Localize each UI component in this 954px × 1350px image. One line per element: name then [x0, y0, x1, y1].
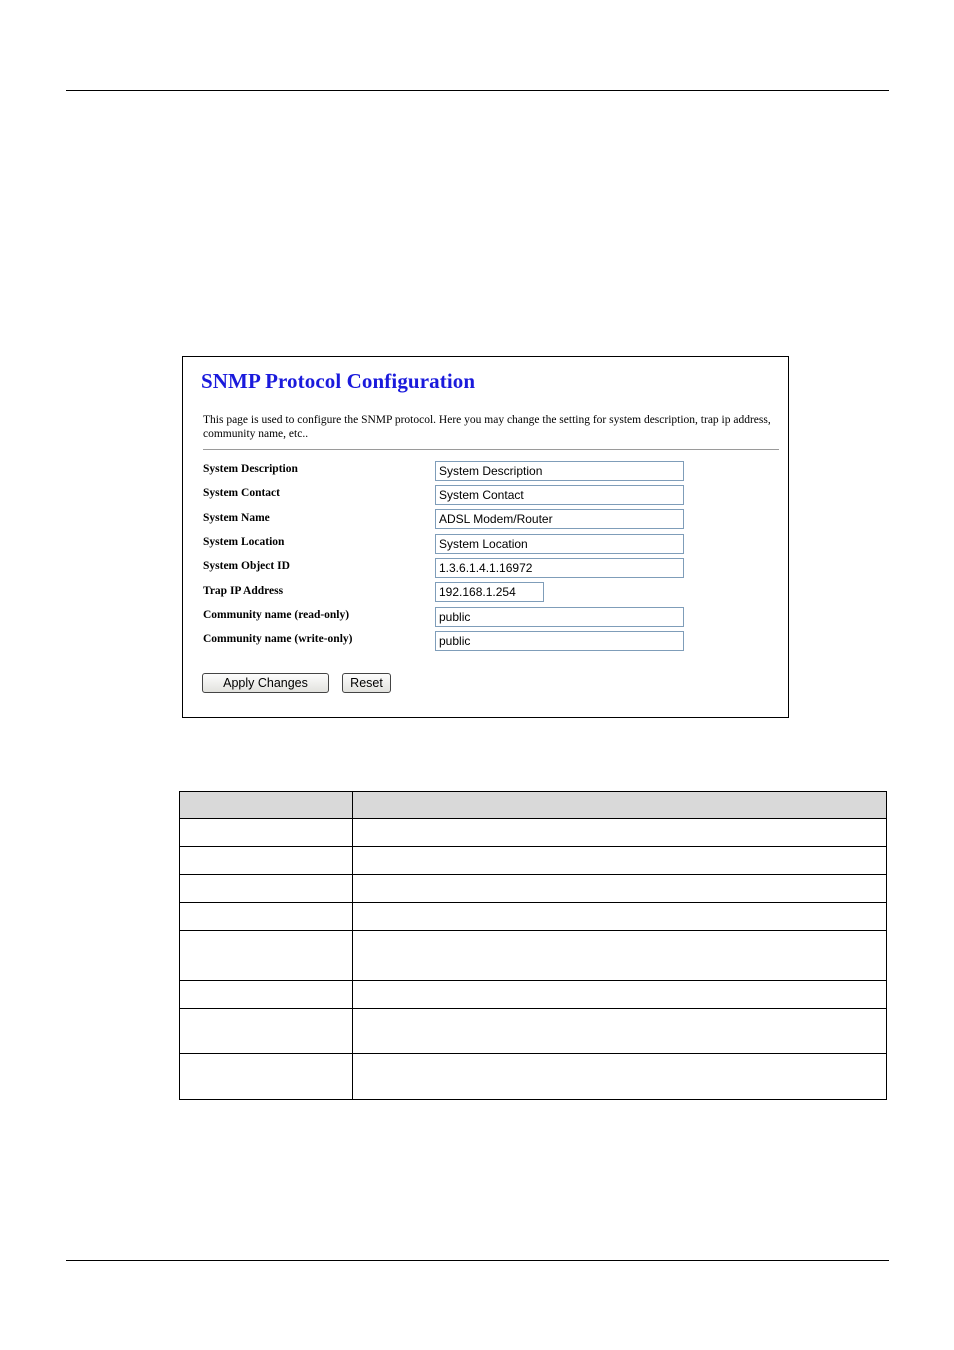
table-row	[180, 847, 887, 875]
page-description: This page is used to configure the SNMP protocol. Here you may change the setting for system description, trap ip address, community name, etc..	[203, 414, 771, 440]
table-row	[180, 1054, 887, 1100]
table-cell	[180, 819, 353, 847]
community-read-only-input[interactable]: public	[435, 607, 684, 627]
table-cell	[180, 1054, 353, 1100]
table-cell	[353, 1054, 887, 1100]
table-cell	[353, 1009, 887, 1054]
table-cell	[180, 931, 353, 981]
table-cell	[353, 875, 887, 903]
system-object-id-input[interactable]: 1.3.6.1.4.1.16972	[435, 558, 684, 578]
table-header-row	[180, 792, 887, 819]
reset-button[interactable]: Reset	[342, 673, 391, 693]
system-object-id-label: System Object ID	[203, 560, 290, 572]
system-description-label: System Description	[203, 463, 298, 475]
table-row	[180, 931, 887, 981]
footer-rule	[66, 1260, 889, 1261]
parameter-table	[179, 791, 887, 1100]
system-contact-label: System Contact	[203, 487, 280, 499]
table-cell	[180, 903, 353, 931]
table-cell	[353, 981, 887, 1009]
table-header-cell	[180, 792, 353, 819]
trap-ip-address-input[interactable]: 192.168.1.254	[435, 582, 544, 602]
community-read-only-label: Community name (read-only)	[203, 609, 350, 621]
apply-changes-button[interactable]: Apply Changes	[202, 673, 329, 693]
table-row	[180, 981, 887, 1009]
table-cell	[180, 981, 353, 1009]
table-cell	[180, 847, 353, 875]
system-location-label: System Location	[203, 536, 285, 548]
divider	[203, 449, 779, 450]
header-rule	[66, 90, 889, 91]
system-description-input[interactable]: System Description	[435, 461, 684, 481]
table-row	[180, 903, 887, 931]
table-row	[180, 819, 887, 847]
system-contact-input[interactable]: System Contact	[435, 485, 684, 505]
system-location-input[interactable]: System Location	[435, 534, 684, 554]
community-write-only-label: Community name (write-only)	[203, 633, 353, 645]
table-cell	[353, 819, 887, 847]
system-name-input[interactable]: ADSL Modem/Router	[435, 509, 684, 529]
table-header-cell	[353, 792, 887, 819]
trap-ip-address-label: Trap IP Address	[203, 585, 284, 597]
system-name-label: System Name	[203, 512, 270, 524]
table-cell	[353, 847, 887, 875]
table-cell	[180, 875, 353, 903]
snmp-config-screenshot	[182, 356, 789, 718]
table-row	[180, 875, 887, 903]
table-cell	[180, 1009, 353, 1054]
community-write-only-input[interactable]: public	[435, 631, 684, 651]
page-title: SNMP Protocol Configuration	[201, 369, 476, 393]
table-row	[180, 1009, 887, 1054]
table-cell	[353, 903, 887, 931]
table-cell	[353, 931, 887, 981]
